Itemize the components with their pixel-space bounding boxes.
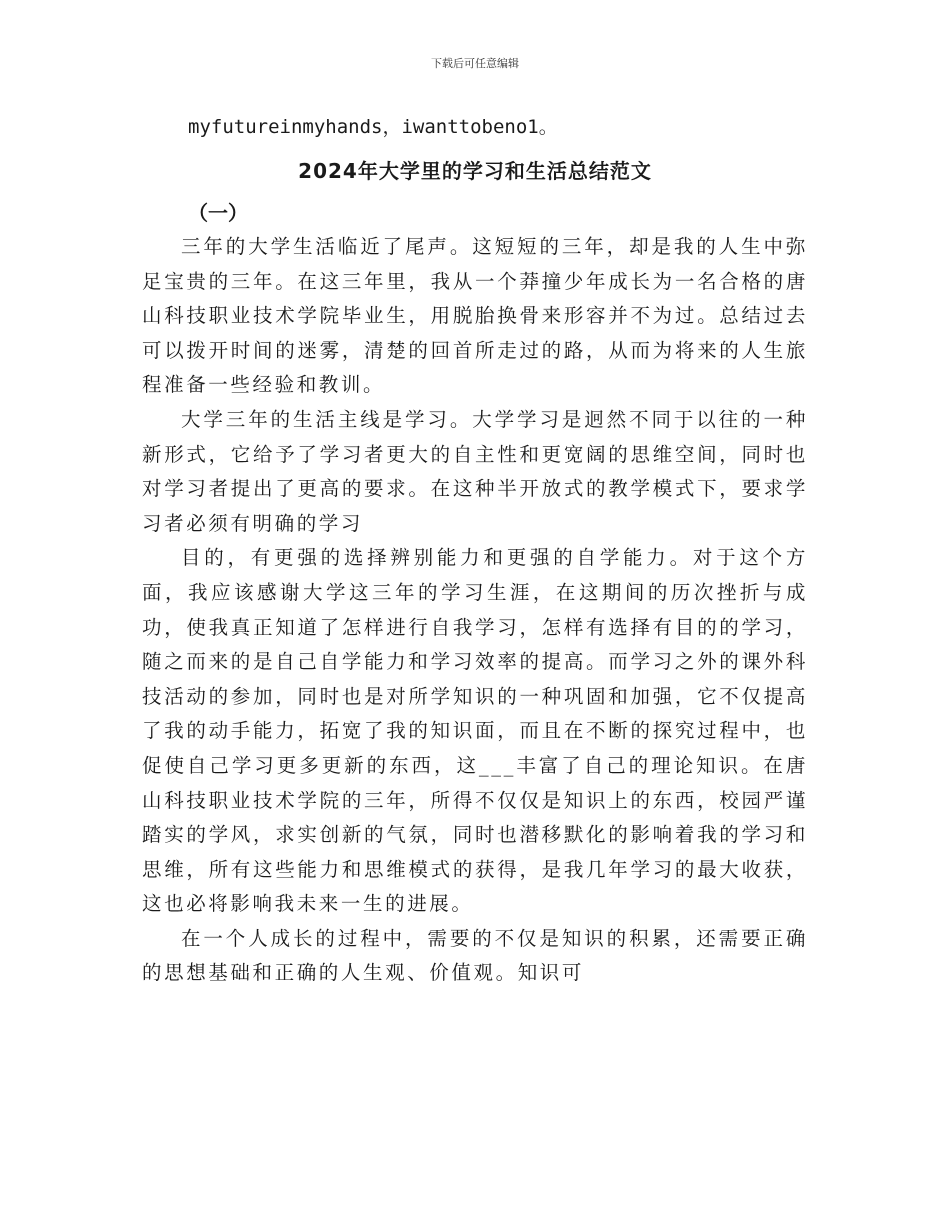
header-note: 下载后可任意编辑 <box>431 57 519 70</box>
paragraph-3: 目的，有更强的选择辨别能力和更强的自学能力。对于这个方面，我应该感谢大学这三年的学习生涯，在这期间的历次挫折与成功，使我真正知道了怎样进行自我学习，怎样有选择有目的的学习，随之而来的是自己自学能力和学习效率的提高。而学习之外的课外科技活动的参加，同时也是对所学知识的一种巩固和加强，它不仅提高了我的动手能力，拓宽了我的知识面，而且在不断的探究过程中，也促使自己学习更多更新的东西，这___丰富了自己的理论知识。在唐山科技职业技术学院的三年，所得不仅仅是知识上的东西，校园严谨踏实的学风，求实创新的气氛，同时也潜移默化的影响着我的学习和思维，所有这些能力和思维模式的获得，是我几年学习的最大收获，这也必将影响我未来一生的进展。 <box>142 546 808 916</box>
paragraph-1: 三年的大学生活临近了尾声。这短短的三年，却是我的人生中弥足宝贵的三年。在这三年里，我从一个莽撞少年成长为一名合格的唐山科技职业技术学院毕业生，用脱胎换骨来形容并不为过。总结过去可以拨开时间的迷雾，清楚的回首所走过的路，从而为将来的人生旅程准备一些经验和教训。 <box>142 235 808 397</box>
document-title: 2024年大学里的学习和生活总结范文 <box>298 159 652 183</box>
document-body <box>142 110 808 991</box>
section-label: （一） <box>188 201 248 225</box>
intro-line: myfutureinmyhands，iwanttobeno1。 <box>188 116 558 138</box>
paragraph-2: 大学三年的生活主线是学习。大学学习是迥然不同于以往的一种新形式，它给予了学习者更大的自主性和更宽阔的思维空间，同时也对学习者提出了更高的要求。在这种半开放式的教学模式下，要求学习者必须有明确的学习 <box>142 407 808 535</box>
paragraph-4: 在一个人成长的过程中，需要的不仅是知识的积累，还需要正确的思想基础和正确的人生观、价值观。知识可 <box>142 926 808 985</box>
